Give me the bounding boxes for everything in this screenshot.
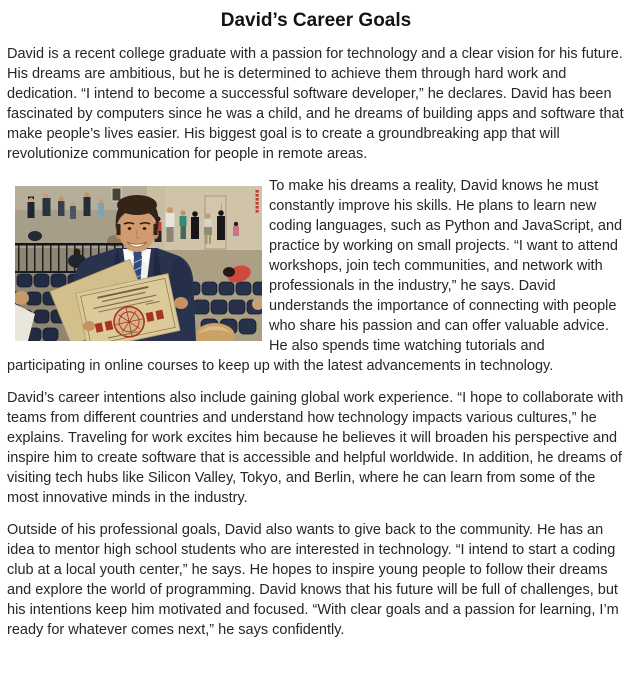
paragraph-skills: To make his dreams a reality, David knows he must constantly improve his skills. He plans to learn new coding languages, such as Python and JavaScript, and practice by working on small projects. “I want to attend workshops, join tech communities, and network with professionals in the industry,” he says. David understands the importance of connecting with people who share his passion and can offer valuable advice. He also spends time watching tutorials and participating in online courses to keep up with the latest advancements in technology. — [7, 178, 623, 374]
paragraph-global-experience: David’s career intentions also include gaining global work experience. “I hope to collaborate with teams from different countries and understand how technology impacts various cultures,” he explains. Traveling for work excites him because he believes it will broaden his perspective and inspire him to create software that is accessible and helpful worldwide. In addition, he dreams of visiting tech hubs like Silicon Valley, Tokyo, and Berlin, where he can learn from some of the most innovative minds in the industry. — [7, 390, 624, 506]
page-title: David’s Career Goals — [220, 10, 412, 31]
photo-illustration — [15, 186, 262, 341]
paragraph-intro: David is a recent college graduate with a passion for technology and a clear vision for his future. His dreams are ambitious, but he is determined to achieve them through hard work and dedication. “I intend to become a successful software developer,” he declares. David has been fascinated by computers since he was a child, and he dreams of building apps and software that make people’s lives easier. His biggest goal is to create a groundbreaking app that will revolutionize communication for people in remote areas. — [7, 46, 624, 162]
photo-of-david — [15, 186, 262, 341]
paragraph-skills-block — [7, 176, 625, 376]
paragraph-community: Outside of his professional goals, David also wants to give back to the community. He has an idea to mentor high school students who are interested in technology. “I intend to start a coding club at a local youth center,” he says. He hopes to inspire young people to follow their dreams and explore the world of programming. David knows that his future will be full of challenges, but his intentions keep him motivated and focused. “With clear goals and a passion for learning, I’m ready for whatever comes next,” he says confidently. — [7, 522, 619, 638]
document-page — [0, 10, 641, 640]
